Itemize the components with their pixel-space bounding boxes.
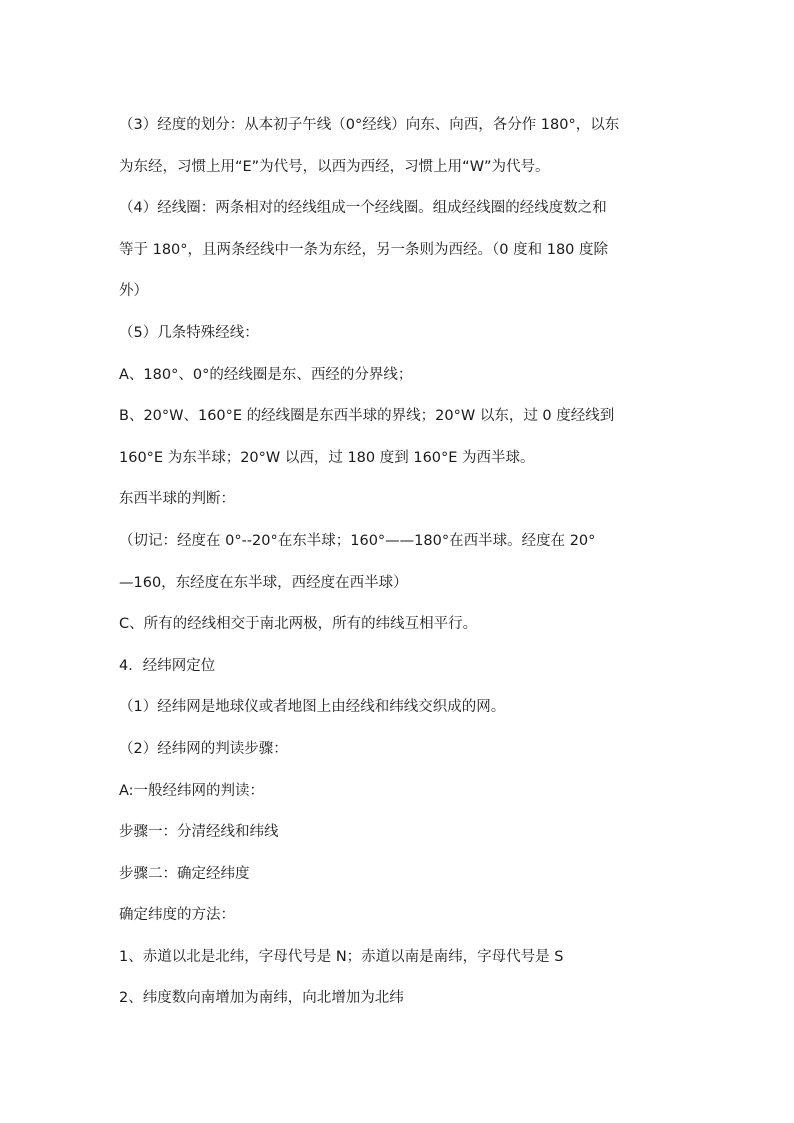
paragraph-line: 为东经，习惯上用“E”为代号，以西为西经，习惯上用“W”为代号。	[119, 158, 550, 175]
paragraph-line: 1、赤道以北是北纬，字母代号是 N；赤道以南是南纬，字母代号是 S	[119, 948, 564, 965]
paragraph-line: （3）经度的划分：从本初子午线（0°经线）向东、向西，各分作 180°，以东	[119, 117, 620, 133]
section-heading: （5）几条特殊经线：	[119, 324, 259, 341]
section-heading: 4．经纬网定位	[119, 657, 216, 674]
paragraph-line: 160°E 为东半球；20°W 以西，过 180 度到 160°E 为西半球。	[119, 449, 535, 466]
paragraph-line: 外）	[119, 283, 148, 300]
section-heading: A:一般经纬网的判读：	[119, 782, 265, 799]
paragraph-line: （切记：经度在 0°--20°在东半球；160°——180°在西半球。经度在 20°	[119, 532, 596, 549]
paragraph-line: B、20°W、160°E 的经线圈是东西半球的界线；20°W 以东，过 0 度经线到	[119, 408, 615, 425]
section-heading: 东西半球的判断：	[119, 491, 235, 508]
paragraph-line: 步骤一：分清经线和纬线	[119, 824, 279, 841]
paragraph-line: 步骤二：确定经纬度	[119, 865, 250, 882]
paragraph-line: （1）经纬网是地球仪或者地图上由经线和纬线交织成的网。	[119, 699, 506, 716]
paragraph-line: C、所有的经线相交于南北两极，所有的纬线互相平行。	[119, 616, 478, 633]
paragraph-line: —160，东经度在东半球，西经度在西半球）	[119, 574, 408, 591]
section-heading: （2）经纬网的判读步骤：	[119, 740, 288, 757]
paragraph-line: 等于 180°，且两条经线中一条为东经，另一条则为西经。（0 度和 180 度除	[119, 241, 609, 258]
paragraph-line: （4）经线圈：两条相对的经线组成一个经线圈。组成经线圈的经线度数之和	[119, 200, 607, 217]
section-heading: 确定纬度的方法：	[119, 907, 235, 924]
document-body	[119, 105, 679, 1020]
paragraph-line: 2、纬度数向南增加为南纬，向北增加为北纬	[119, 990, 404, 1007]
paragraph-line: A、180°、0°的经线圈是东、西经的分界线；	[119, 366, 413, 383]
